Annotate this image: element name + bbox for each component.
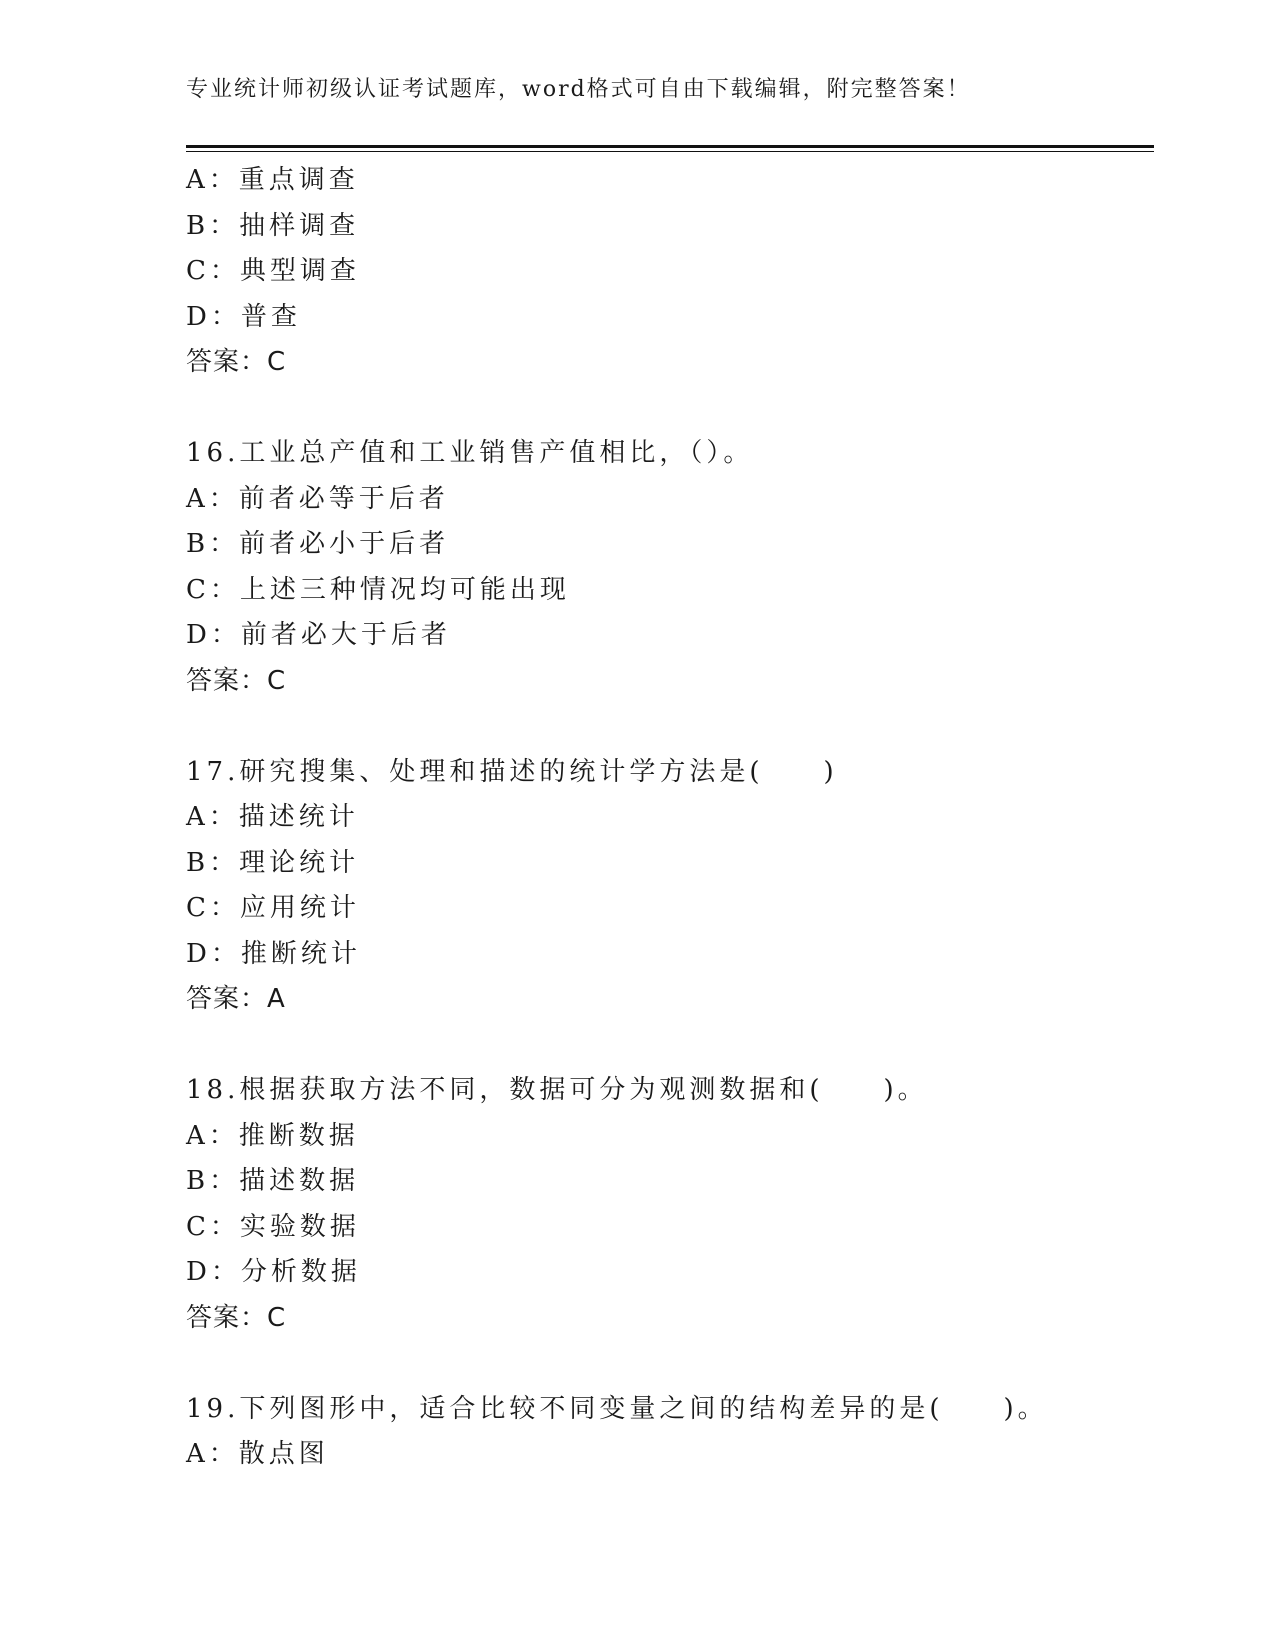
header-rule-thick: [186, 145, 1154, 148]
page-header: 专业统计师初级认证考试题库，word格式可自由下载编辑，附完整答案！: [186, 77, 971, 102]
option-b: B：理论统计: [186, 847, 360, 878]
option-a: A：散点图: [186, 1439, 329, 1469]
question-stem: 17.研究搜集、处理和描述的统计学方法是( ): [186, 756, 838, 787]
option-d: D：前者必大于后者: [186, 620, 451, 650]
question-16: [186, 431, 1154, 704]
option-a: A：前者必等于后者: [186, 483, 449, 514]
question-stem: 18.根据获取方法不同，数据可分为观测数据和( )。: [186, 1075, 928, 1105]
answer: 答案：C: [186, 347, 287, 377]
answer: 答案：C: [186, 1302, 287, 1333]
option-d: D：分析数据: [186, 1257, 361, 1287]
option-c: C：典型调查: [186, 256, 360, 286]
question-stem: 16.工业总产值和工业销售产值相比，（）。: [186, 438, 754, 468]
option-c: C：实验数据: [186, 1211, 360, 1242]
option-d: D：普查: [186, 301, 301, 332]
question-15: [186, 158, 1154, 386]
header-rule-thin: [186, 151, 1154, 152]
option-b: B：前者必小于后者: [186, 529, 450, 559]
option-c: C：应用统计: [186, 893, 360, 923]
option-a: A：推断数据: [186, 1120, 359, 1151]
option-c: C：上述三种情况均可能出现: [186, 574, 570, 605]
question-19: [186, 1387, 1154, 1478]
option-b: B：描述数据: [186, 1166, 360, 1196]
option-a: A：重点调查: [186, 165, 359, 195]
question-18: [186, 1068, 1154, 1341]
question-17: [186, 750, 1154, 1023]
answer: 答案：C: [186, 665, 287, 696]
question-list: [186, 158, 1154, 1478]
option-d: D：推断统计: [186, 938, 361, 969]
option-b: B：抽样调查: [186, 210, 360, 241]
option-a: A：描述统计: [186, 802, 359, 832]
answer: 答案：A: [186, 984, 286, 1014]
question-stem: 19.下列图形中，适合比较不同变量之间的结构差异的是( )。: [186, 1393, 1048, 1424]
